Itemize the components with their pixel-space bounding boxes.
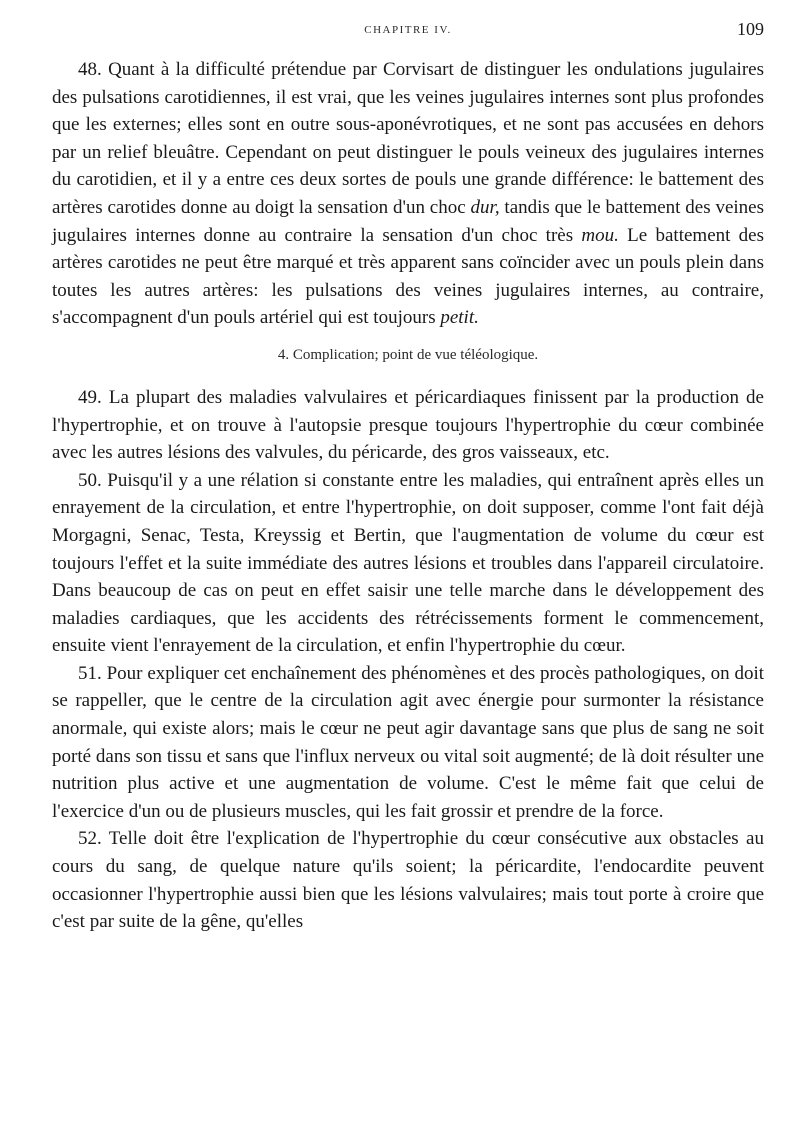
emphasis-dur: dur, <box>470 196 500 218</box>
book-page <box>52 18 764 1118</box>
paragraph-51: 51. Pour expliquer cet enchaînement des phénomènes et des procès pathologiques, on doit se rappeller, que le centre de la circulation agit avec énergie pour surmonter la résistance anormale, qui existe alors; mais le cœur ne peut agir davantage sans que plus de sang ne soit porté dans son tissu et sans que l'influx nerveux ou vital soit augmenté; de là doit résulter une nutrition plus active et une augmentation de volume. C'est le même fait que celui de l'exercice d'un ou de plusieurs muscles, qui les fait grossir et prendre de la force. <box>52 662 764 822</box>
running-head: CHAPITRE IV. <box>364 24 452 36</box>
section-subheading: 4. Complication; point de vue téléologique. <box>277 346 539 363</box>
paragraph-50: 50. Puisqu'il y a une rélation si constante entre les maladies, qui entraînent après elles un enrayement de la circulation, et entre l'hypertrophie, on doit supposer, comme l'ont fait déjà Morgagni, Senac, Testa, Kreyssig et Bertin, que l'augmentation de volume du cœur est toujours l'effet et la suite immédiate des autres lésions et troubles dans l'appareil circulatoire. Dans beaucoup de cas on peut en effet saisir une telle marche dans le développement des maladies cardiaques, que les accidents des rétrécissements forment le commencement, ensuite vient l'enrayement de la circulation, et enfin l'hypertrophie du cœur. <box>52 469 764 657</box>
paragraph-text: tandis que le battement des veines jugulaires internes donne au contraire la sensation d'un choc très <box>52 196 765 246</box>
page-number: 109 <box>737 19 764 39</box>
emphasis-mou: mou. <box>581 224 619 246</box>
paragraph-number: 48. <box>78 59 102 80</box>
paragraph-48 <box>52 56 764 332</box>
page-header <box>52 18 764 56</box>
paragraph-49: 49. La plupart des maladies valvulaires et péricardiaques finissent par la production de l'hypertrophie, et on trouve à l'autopsie presque toujours l'hypertrophie du cœur combinée avec les autres lésions des valvules, du péricarde, des gros vaisseaux, etc. <box>52 386 764 464</box>
emphasis-petit: petit. <box>440 307 479 329</box>
paragraph-text: Quant à la difficulté prétendue par Corvisart de distinguer les ondulations jugulaires des pulsations carotidiennes, il est vrai, que les veines jugulaires internes sont plus profondes que les externes; elles sont en outre sous-aponévrotiques, et ne sont pas accusées en dehors par un relief bleuâtre. Cependant on peut distinguer le pouls veineux des jugulaires internes du carotidien, et il y a entre ces deux sortes de pouls une grande différence: le battement des artères carotides donne au doigt la sensation d'un choc <box>52 59 764 218</box>
paragraph-text: Le battement des artères carotides ne peut être marqué et très apparent sans coïncider avec un pouls plein dans toutes les autres artères: les pulsations des veines jugulaires internes, au contraire, s'accompagnent d'un pouls artériel qui est toujours <box>52 224 765 329</box>
paragraph-52: 52. Telle doit être l'explication de l'hypertrophie du cœur consécutive aux obstacles au cours du sang, de quelque nature qu'ils soient; la péricardite, l'endocardite peuvent occasionner l'hypertrophie aussi bien que les lésions valvulaires; mais tout porte à croire que c'est par suite de la gêne, qu'elles <box>52 828 764 933</box>
page-body <box>52 56 764 936</box>
